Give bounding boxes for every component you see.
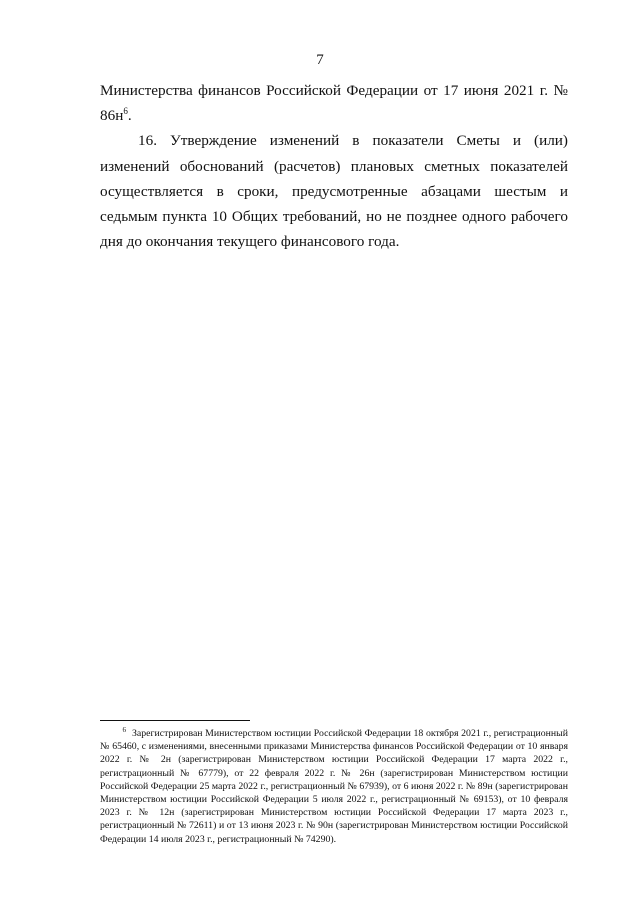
body-text xyxy=(100,78,568,254)
footnote-reference[interactable]: 6 xyxy=(123,106,128,117)
paragraph-continuation-end: . xyxy=(127,107,132,125)
footnote-text: Зарегистрирован Министерством юстиции Российской Федерации 18 октября 2021 г., регистрационный № 65460, с изменениями, внесенными приказами Министерства финансов Российской Федерации от 10 января 2022 г. № 2н (зарегистрирован Министерством юстиции Российской Федерации 17 марта 2022 г., регистрационный № 67779), от 22 февраля 2022 г. № 26н (зарегистрирован Министерством юстиции Российской Федерации 25 марта 2022 г., регистрационный № 67939), от 6 июня 2022 г. № 89н (зарегистрирован Министерством юстиции Российской Федерации 5 июля 2022 г., регистрационный № 69153), от 10 февраля 2023 г. № 12н (зарегистрирован Министерством юстиции Российской Федерации 17 марта 2023 г., регистрационный № 72611) и от 13 июня 2023 г. № 90н (зарегистрирован Министерством юстиции Российской Федерации 14 июля 2023 г., регистрационный № 74290). xyxy=(100,728,568,845)
paragraph-continuation xyxy=(100,78,568,128)
paragraph-16: 16. Утверждение изменений в показатели Сметы и (или) изменений обоснований (расчетов) плановых сметных показателей осуществляется в сроки, предусмотренные абзацами шестым и седьмым пункта 10 Общих требований, но не позднее одного рабочего дня до окончания текущего финансового года. xyxy=(100,132,568,251)
paragraph-continuation-text: Министерства финансов Российской Федерации от 17 июня 2021 г. № 86н xyxy=(100,82,568,125)
footnote-divider xyxy=(100,720,250,721)
page-number: 7 xyxy=(316,52,324,68)
footnote: 6 Зарегистрирован Министерством юстиции Российской Федерации 18 октября 2021 г., регистрационный № 65460, с изменениями, внесенными приказами Министерства финансов Российской Федерации от 10 января 2022 г. № 2н (зарегистрирован Министерством юстиции Российской Федерации 17 марта 2022 г., регистрационный № 67779), от 22 февраля 2022 г. № 26н (зарегистрирован Министерством юстиции Российской Федерации 25 марта 2022 г., регистрационный № 67939), от 6 июня 2022 г. № 89н (зарегистрирован Министерством юстиции Российской Федерации 5 июля 2022 г., регистрационный № 69153), от 10 февраля 2023 г. № 12н (зарегистрирован Министерством юстиции Российской Федерации 17 марта 2023 г., регистрационный № 72611) и от 13 июня 2023 г. № 90н (зарегистрирован Министерством юстиции Российской Федерации 14 июля 2023 г., регистрационный № 74290). xyxy=(100,725,568,845)
